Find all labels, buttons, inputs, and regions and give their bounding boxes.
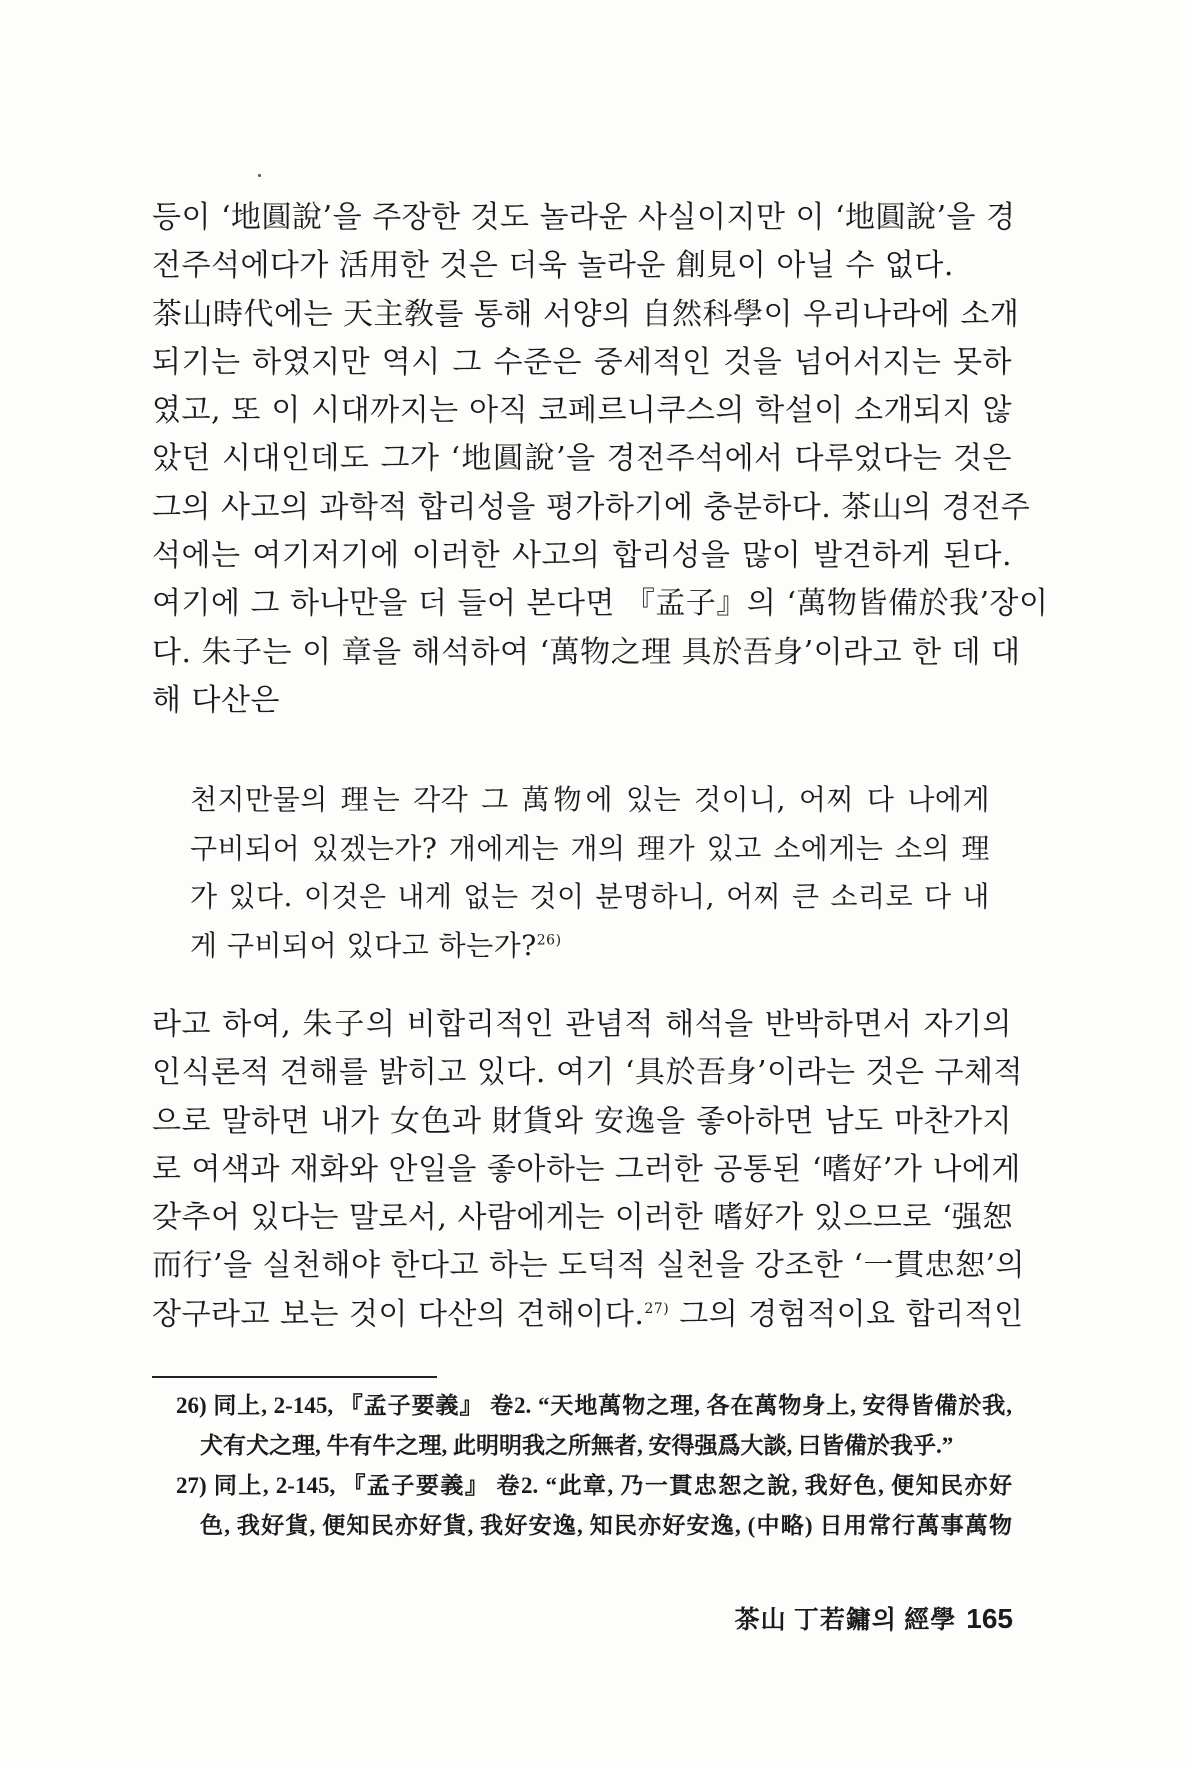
text-line: 해 다산은 <box>152 682 280 718</box>
text-line: 茶山時代에는 天主敎를 통해 서양의 自然科學이 우리나라에 소개 <box>152 296 1020 332</box>
text-line: 전주석에다가 活用한 것은 더욱 놀라운 創見이 아닐 수 없다. <box>152 248 954 284</box>
text-line: 而行’을 실천해야 한다고 하는 도덕적 실천을 강조한 ‘一貫忠恕’의 <box>152 1248 1025 1284</box>
footnote-27-line-1: 27) 同上, 2-145, 『孟子要義』 卷2. “此章, 乃一貫忠恕之說, 我好色, 便知民亦好 <box>176 1473 1012 1498</box>
footnote-26-line-2: 犬有犬之理, 牛有牛之理, 此明明我之所無者, 安得强爲大談, 曰皆備於我乎.” <box>200 1433 954 1458</box>
text-line: 석에는 여기저기에 이러한 사고의 합리성을 많이 발견하게 된다. <box>152 538 1012 574</box>
running-footer <box>735 1602 1013 1638</box>
quote-text: 게 구비되어 있다고 하는가? <box>190 928 537 962</box>
text-line: 인식론적 견해를 밝히고 있다. 여기 ‘具於吾身’이라는 것은 구체적 <box>152 1055 1023 1091</box>
page-number: 165 <box>966 1603 1013 1634</box>
footnote-27-line-2: 色, 我好貨, 便知民亦好貨, 我好安逸, 知民亦好安逸, (中略) 日用常行萬事萬物 <box>200 1513 1012 1538</box>
text-after-ref: 그의 경험적이요 합리적인 <box>669 1296 1024 1332</box>
quote-line: 천지만물의 理는 각각 그 萬物에 있는 것이니, 어찌 다 나에게 <box>190 783 990 816</box>
footnotes <box>176 1386 1012 1546</box>
text-line: 다. 朱子는 이 章을 해석하여 ‘萬物之理 具於吾身’이라고 한 데 대 <box>152 634 1021 670</box>
block-quote <box>190 776 990 970</box>
text-line: 라고 하여, 朱子의 비합리적인 관념적 해석을 반박하면서 자기의 <box>152 1007 1012 1042</box>
footnote-26-line-1: 26) 同上, 2-145, 『孟子要義』 卷2. “天地萬物之理, 各在萬物身上, 安得皆備於我, <box>176 1393 1012 1418</box>
text-line: 갖추어 있다는 말로서, 사람에게는 이러한 嗜好가 있으므로 ‘强恕 <box>152 1200 1013 1236</box>
quote-line: 가 있다. 이것은 내게 없는 것이 분명하니, 어찌 큰 소리로 다 내 <box>190 880 990 913</box>
quote-line: 구비되어 있겠는가? 개에게는 개의 理가 있고 소에게는 소의 理 <box>190 831 990 865</box>
text-line: 되기는 하였지만 역시 그 수준은 중세적인 것을 넘어서지는 못하 <box>152 344 1012 380</box>
quote-line-last <box>190 922 990 971</box>
text-before-ref: 장구라고 보는 것이 다산의 견해이다. <box>152 1296 645 1332</box>
paragraph-2 <box>152 1001 1025 1339</box>
text-line: 았던 시대인데도 그가 ‘地圓說’을 경전주석에서 다루었다는 것은 <box>152 441 1013 477</box>
text-line: 등이 ‘地圓說’을 주장한 것도 놀라운 사실이지만 이 ‘地圓說’을 경 <box>152 200 1016 235</box>
printed-speck <box>258 174 261 177</box>
footnote-ref-27[interactable]: 27) <box>644 1300 670 1317</box>
text-line: 그의 사고의 과학적 합리성을 평가하기에 충분하다. 茶山의 경전주 <box>152 489 1031 525</box>
text-line: 으로 말하면 내가 女色과 財貨와 安逸을 좋아하면 남도 마찬가지 <box>152 1103 1012 1139</box>
book-title: 茶山 丁若鏞의 經學 <box>734 1607 957 1634</box>
text-line-with-ref <box>152 1291 1024 1339</box>
footnote-ref-26[interactable]: 26) <box>536 932 562 949</box>
text-line: 로 여색과 재화와 안일을 좋아하는 그러한 공통된 ‘嗜好’가 나에게 <box>152 1151 1021 1187</box>
text-line: 였고, 또 이 시대까지는 아직 코페르니쿠스의 학설이 소개되지 않 <box>152 393 1012 429</box>
paragraph-1 <box>152 194 1049 725</box>
text-line: 여기에 그 하나만을 더 들어 본다면 『孟子』의 ‘萬物皆備於我’장이 <box>152 586 1049 622</box>
footnote-divider <box>152 1376 437 1378</box>
